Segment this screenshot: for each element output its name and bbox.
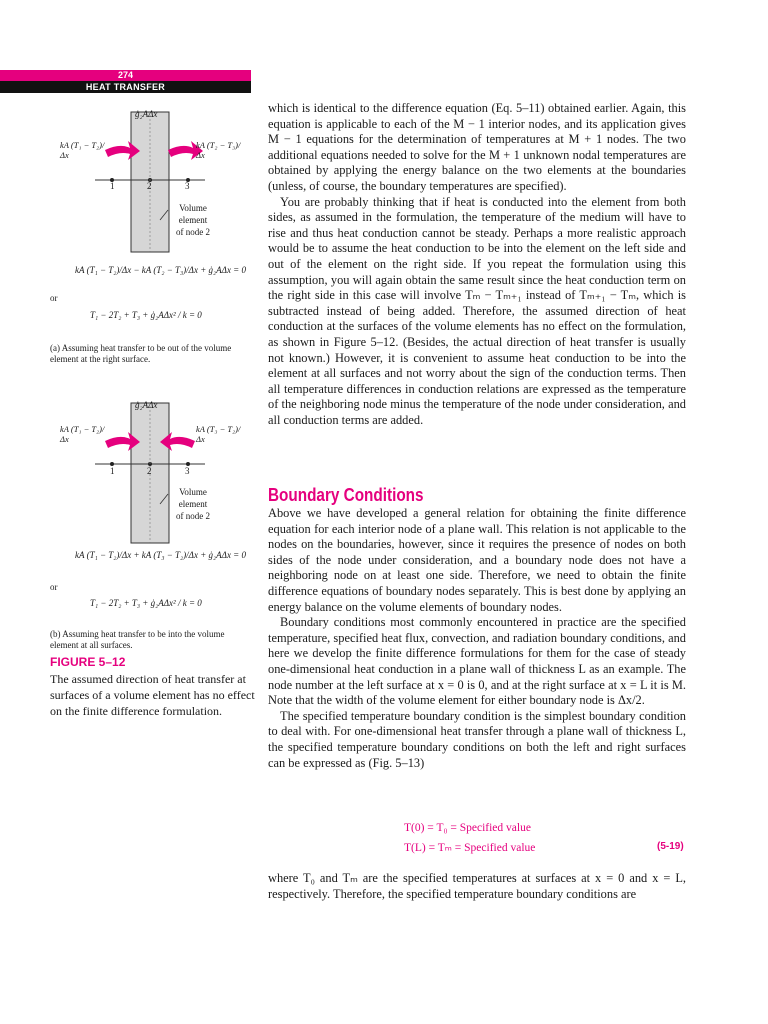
equation-left-boundary: T(0) = T₀ = Specified value bbox=[404, 822, 531, 834]
generation-term-b: ġ₂AΔx bbox=[135, 400, 158, 410]
node-2-label: 2 bbox=[147, 181, 152, 191]
section-title: HEAT TRANSFER bbox=[0, 81, 251, 93]
or-text-b: or bbox=[50, 582, 58, 592]
paragraph-1: which is identical to the difference equation (Eq. 5–11) obtained earlier. Again, this equation is applicable to each of the M − 1 interior nodes, and its application gives M − 1 equations for the determination of temperatures at M + 1 nodes. The two additional equations needed to solve for the M + 1 unknown nodal temperatures are obtained by applying the energy balance on the two elements at the boundaries (unless, of course, the boundary temperatures are specified). bbox=[268, 101, 686, 193]
paragraph-2: You are probably thinking that if heat is conducted into the element from both sides, as assumed in the formulation, the temperature of the medium will have to rise and thus heat conduction cannot be steady. Perhaps a more realistic approach would be to assume the heat conduction to be into the element on the left side and out of the element on the right side. If you repeat the formulation using this assumption, you will again obtain the same result since the heat conduction term on the right side in this case will involve Tₘ − Tₘ₊₁ instead of Tₘ₊₁ − Tₘ, which is subtracted instead of being added. Therefore, the assumed direction of heat conduction at the surfaces of the volume elements has no effect on the formulation, as shown in Figure 5–12. (Besides, the actual direction of heat transfer is usually not known.) However, it is convenient to assume heat conduction to be into the element at all surfaces and not worry about the sign of the conduction terms. Then all temperature differences in conduction relations are expressed as the temperature of the neighboring node minus the temperature of the node under consideration, and all conduction terms are added. bbox=[268, 194, 686, 427]
body-column-top bbox=[268, 101, 686, 428]
left-flux-b: kA (T₁ − T₂)/Δx bbox=[60, 424, 105, 444]
node-1-label: 1 bbox=[110, 181, 115, 191]
body-column-bottom bbox=[268, 871, 686, 902]
paragraph-6: where T₀ and Tₘ are the specified temperatures at surfaces at x = 0 and x = L, respectively. Therefore, the specified temperature boundary conditions are bbox=[268, 871, 686, 901]
node-3-label-b: 3 bbox=[185, 466, 190, 476]
or-text-a: or bbox=[50, 293, 58, 303]
generation-term: ġ₂AΔx bbox=[135, 109, 158, 119]
figure-panel-a bbox=[0, 105, 260, 255]
node-2-label-b: 2 bbox=[147, 466, 152, 476]
left-flux: kA (T₁ − T₂)/Δx bbox=[60, 140, 105, 160]
figure-panel-b bbox=[0, 396, 260, 546]
panel-a-equation-1: kA (T₁ − T₂)/Δx − kA (T₂ − T₃)/Δx + ġ₂AΔx = 0 bbox=[75, 265, 247, 275]
paragraph-3: Above we have developed a general relation for obtaining the finite difference equation for each interior node of a plane wall. This relation is not applicable to the nodes on the boundaries, however, since it requires the presence of nodes on both sides of the node under consideration, and a boundary node does not have a neighboring node on at least one side. Therefore, we need to obtain the finite difference equations of boundary nodes separately. This is best done by applying an energy balance on the volume elements of boundary nodes. bbox=[268, 506, 686, 614]
node-1-label-b: 1 bbox=[110, 466, 115, 476]
node-3-label: 3 bbox=[185, 181, 190, 191]
panel-a-equation-2: T₁ − 2T₂ + T₃ + ġ₂AΔx² / k = 0 bbox=[90, 310, 202, 320]
paragraph-5: The specified temperature boundary condition is the simplest boundary condition to deal with. For one-dimensional heat transfer through a plane wall of thickness L, the specified temperature boundary conditions on both the left and right surfaces can be expressed as (Fig. 5–13) bbox=[268, 708, 686, 770]
panel-b-equation-1: kA (T₁ − T₂)/Δx + kA (T₃ − T₂)/Δx + ġ₂AΔx = 0 bbox=[75, 550, 247, 560]
right-flux-b: kA (T₃ − T₂)/Δx bbox=[196, 424, 241, 444]
equation-number: (5-19) bbox=[657, 841, 684, 852]
body-column-middle bbox=[268, 506, 686, 771]
panel-a-caption: (a) Assuming heat transfer to be out of the volume element at the right surface. bbox=[50, 343, 232, 364]
panel-b-equation-2: T₁ − 2T₂ + T₃ + ġ₂AΔx² / k = 0 bbox=[90, 598, 202, 608]
volume-element-label: Volume element of node 2 bbox=[176, 203, 210, 237]
section-heading: Boundary Conditions bbox=[268, 485, 424, 505]
panel-b-caption: (b) Assuming heat transfer to be into the volume element at all surfaces. bbox=[50, 629, 225, 650]
figure-label: FIGURE 5–12 bbox=[50, 655, 126, 669]
figure-caption: The assumed direction of heat transfer at surfaces of a volume element has no effect on the finite difference formulation. bbox=[50, 672, 255, 718]
running-header bbox=[0, 70, 251, 93]
right-flux: kA (T₂ − T₃)/Δx bbox=[196, 140, 241, 160]
equation-right-boundary: T(L) = Tₘ = Specified value bbox=[404, 842, 536, 854]
page-number: 274 bbox=[0, 70, 251, 81]
paragraph-4: Boundary conditions most commonly encountered in practice are the specified temperature, specified heat flux, convection, and radiation boundary conditions, and here we develop the finite difference formulations for them for the case of steady one-dimensional heat conduction in a plane wall of thickness L as an example. The node number at the left surface at x = 0 is 0, and at the right surface at x = L it is M. Note that the width of the volume element for either boundary node is Δx/2. bbox=[268, 615, 686, 708]
volume-element-label-b: Volume element of node 2 bbox=[176, 487, 210, 521]
